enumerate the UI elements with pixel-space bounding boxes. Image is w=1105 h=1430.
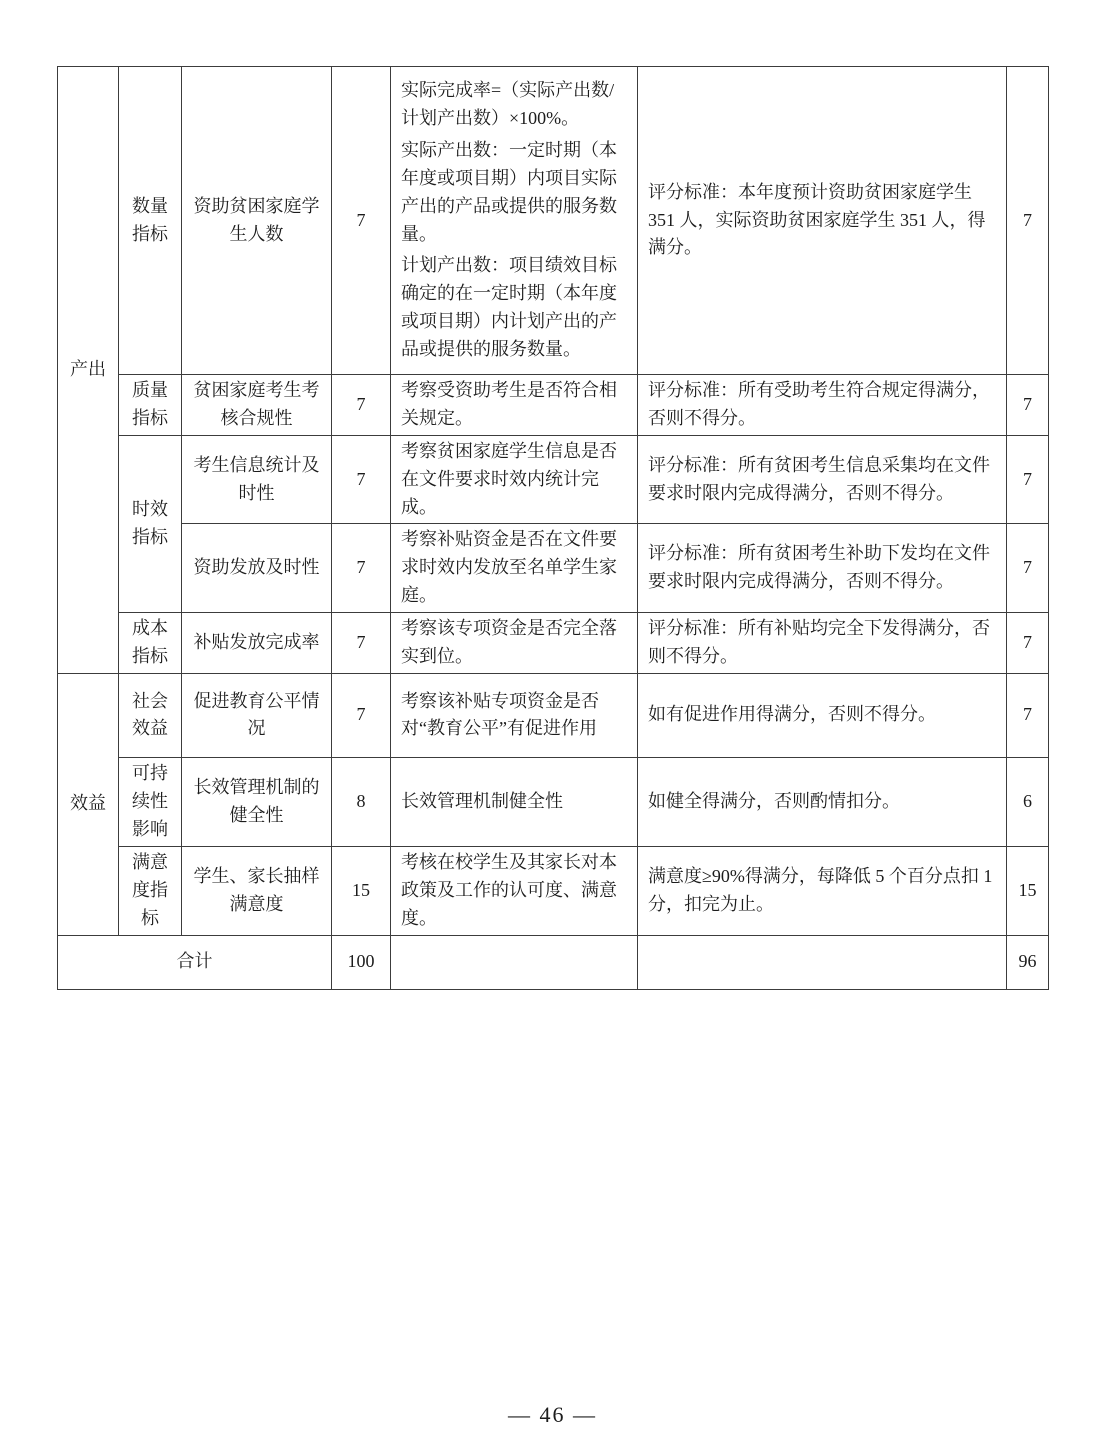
cell-score: 7 [1007, 524, 1049, 613]
cell-scoring-criteria: 评分标准：本年度预计资助贫困家庭学生 351 人，实际资助贫困家庭学生 351 人，得满分。 [638, 67, 1007, 375]
cell-score: 7 [1007, 375, 1049, 436]
cell-indicator-name: 补贴发放完成率 [182, 613, 332, 674]
cell-score: 6 [1007, 757, 1049, 846]
cell-total-description-empty [391, 935, 638, 989]
cell-indicator-name: 贫困家庭考生考核合规性 [182, 375, 332, 436]
cell-description: 长效管理机制健全性 [391, 757, 638, 846]
cell-indicator-name: 促进教育公平情况 [182, 673, 332, 757]
cell-score: 7 [1007, 67, 1049, 375]
cell-section-benefit: 效益 [58, 673, 119, 935]
cell-scoring-criteria: 评分标准：所有贫困考生信息采集均在文件要求时限内完成得满分，否则不得分。 [638, 435, 1007, 524]
cell-weight: 8 [332, 757, 391, 846]
cell-score: 7 [1007, 613, 1049, 674]
cell-indicator-name: 资助发放及时性 [182, 524, 332, 613]
performance-indicator-table [57, 66, 1049, 990]
cell-weight: 7 [332, 673, 391, 757]
cell-scoring-criteria: 如有促进作用得满分，否则不得分。 [638, 673, 1007, 757]
cell-section-output: 产出 [58, 67, 119, 674]
cell-scoring-criteria: 满意度≥90%得满分，每降低 5 个百分点扣 1 分，扣完为止。 [638, 846, 1007, 935]
cell-indicator-type: 社会效益 [119, 673, 182, 757]
cell-description: 考察该补贴专项资金是否对“教育公平”有促进作用 [391, 673, 638, 757]
cell-indicator-type: 可持续性影响 [119, 757, 182, 846]
cell-indicator-name: 资助贫困家庭学生人数 [182, 67, 332, 375]
table-row [58, 757, 1049, 846]
cell-total-score: 96 [1007, 935, 1049, 989]
cell-indicator-type: 满意度指标 [119, 846, 182, 935]
cell-indicator-name: 考生信息统计及时性 [182, 435, 332, 524]
cell-description: 考察贫困家庭学生信息是否在文件要求时效内统计完成。 [391, 435, 638, 524]
table-row [58, 524, 1049, 613]
table-row [58, 673, 1049, 757]
table-row [58, 846, 1049, 935]
description-paragraph: 计划产出数：项目绩效目标确定的在一定时期（本年度或项目期）内计划产出的产品或提供的服务数量。 [401, 255, 617, 360]
cell-weight: 7 [332, 375, 391, 436]
cell-scoring-criteria: 评分标准：所有受助考生符合规定得满分，否则不得分。 [638, 375, 1007, 436]
cell-description: 考核在校学生及其家长对本政策及工作的认可度、满意度。 [391, 846, 638, 935]
cell-indicator-name: 长效管理机制的健全性 [182, 757, 332, 846]
cell-score: 7 [1007, 435, 1049, 524]
cell-weight: 7 [332, 435, 391, 524]
cell-indicator-type: 质量指标 [119, 375, 182, 436]
table-row [58, 435, 1049, 524]
cell-indicator-type: 成本指标 [119, 613, 182, 674]
cell-weight: 7 [332, 524, 391, 613]
cell-description [391, 67, 638, 375]
description-paragraph: 实际产出数：一定时期（本年度或项目期）内项目实际产出的产品或提供的服务数量。 [401, 139, 617, 244]
cell-total-weight: 100 [332, 935, 391, 989]
cell-total-criteria-empty [638, 935, 1007, 989]
cell-weight: 7 [332, 613, 391, 674]
table-row [58, 375, 1049, 436]
cell-scoring-criteria: 评分标准：所有贫困考生补助下发均在文件要求时限内完成得满分，否则不得分。 [638, 524, 1007, 613]
table-row [58, 67, 1049, 375]
cell-description: 考察补贴资金是否在文件要求时效内发放至名单学生家庭。 [391, 524, 638, 613]
cell-total-label: 合计 [58, 935, 332, 989]
cell-weight: 7 [332, 67, 391, 375]
cell-indicator-type: 时效指标 [119, 435, 182, 612]
cell-indicator-name: 学生、家长抽样满意度 [182, 846, 332, 935]
cell-scoring-criteria: 如健全得满分，否则酌情扣分。 [638, 757, 1007, 846]
cell-score: 15 [1007, 846, 1049, 935]
cell-indicator-type: 数量指标 [119, 67, 182, 375]
cell-score: 7 [1007, 673, 1049, 757]
cell-scoring-criteria: 评分标准：所有补贴均完全下发得满分，否则不得分。 [638, 613, 1007, 674]
page-number: — 46 — [508, 1402, 597, 1427]
description-paragraph: 实际完成率=（实际产出数/计划产出数）×100%。 [401, 80, 615, 128]
total-row [58, 935, 1049, 989]
cell-description: 考察受资助考生是否符合相关规定。 [391, 375, 638, 436]
cell-weight: 15 [332, 846, 391, 935]
table-row [58, 613, 1049, 674]
cell-description: 考察该专项资金是否完全落实到位。 [391, 613, 638, 674]
